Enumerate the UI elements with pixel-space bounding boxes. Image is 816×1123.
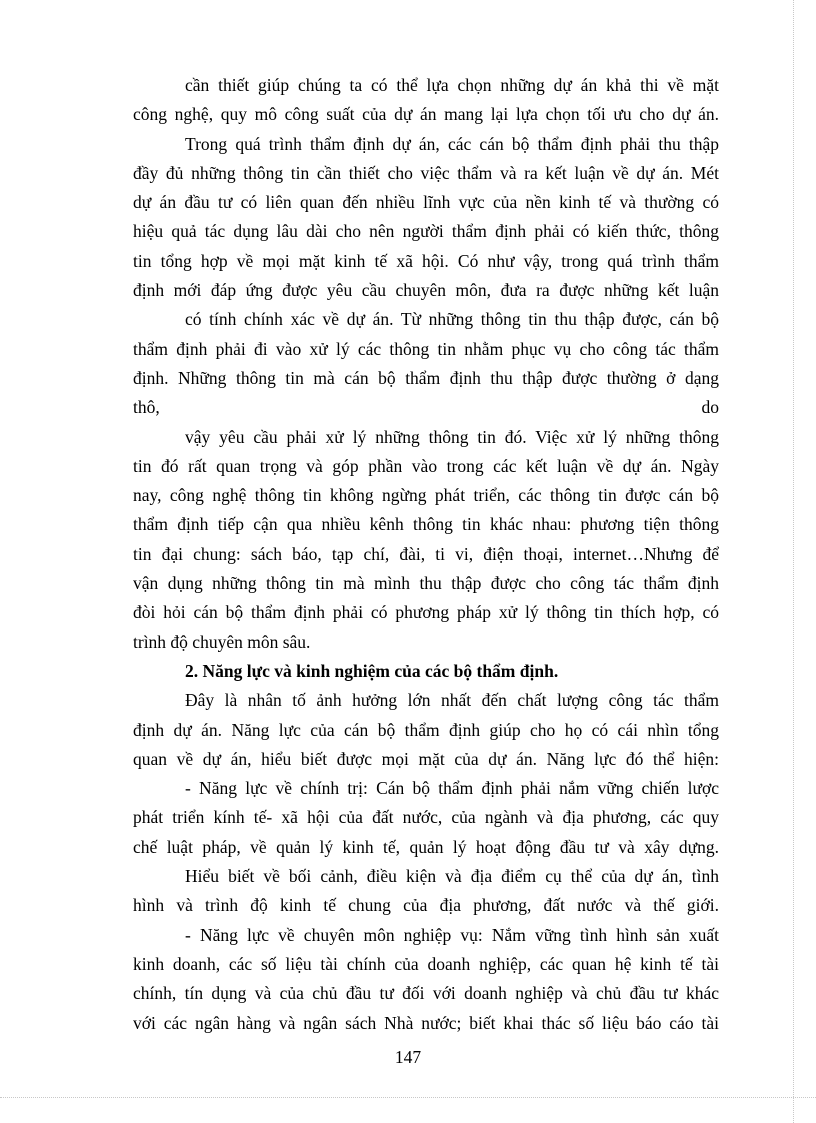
text-line: chế luật pháp, về quản lý kinh tế, quản lý hoạt động đầu tư và xây dựng. <box>133 836 719 857</box>
text-line: kinh doanh, các số liệu tài chính của doanh nghiệp, các quan hệ kinh tế tài <box>133 953 719 974</box>
text-line: nay, công nghệ thông tin không ngừng phát triển, các thông tin được cán bộ <box>133 485 719 506</box>
margin-guide-right <box>793 0 794 1123</box>
text-line: đòi hỏi cán bộ thẩm định phải có phương pháp xử lý thông tin thích hợp, có <box>133 602 719 623</box>
text-line: trình độ chuyên môn sâu. <box>133 631 311 652</box>
text-line: hình và trình độ kinh tế chung của địa phương, đất nước và thế giới. <box>133 895 719 916</box>
text-line: thô, do <box>133 397 719 418</box>
text-line: dự án đầu tư có liên quan đến nhiều lĩnh vực của nền kinh tế và thường có <box>133 192 719 213</box>
text-line: định dự án. Năng lực của cán bộ thẩm định giúp cho họ có cái nhìn tổng <box>133 719 719 740</box>
text-line: thẩm định phải đi vào xử lý các thông tin nhằm phục vụ cho công tác thẩm <box>133 338 719 359</box>
text-line: vận dụng những thông tin mà mình thu thập được cho công tác thẩm định <box>133 573 719 594</box>
document-body <box>133 71 719 1038</box>
text-line: tin tổng hợp về mọi mặt kinh tế xã hội. Có như vậy, trong quá trình thẩm <box>133 250 719 271</box>
section-heading: 2. Năng lực và kinh nghiệm của các bộ thẩm định. <box>185 660 559 681</box>
text-line: - Năng lực về chính trị: Cán bộ thẩm định phải nắm vững chiến lược <box>185 778 719 799</box>
text-line: công nghệ, quy mô công suất của dự án mang lại lựa chọn tối ưu cho dự án. <box>133 104 719 125</box>
text-line: Hiểu biết về bối cảnh, điều kiện và địa điểm cụ thể của dự án, tình <box>185 866 719 887</box>
text-line: phát triển kính tế- xã hội của đất nước, của ngành và địa phương, các quy <box>133 807 719 828</box>
text-line: tin đại chung: sách báo, tạp chí, đài, ti vi, điện thoại, internet…Nhưng để <box>133 543 719 564</box>
text-line: đầy đủ những thông tin cần thiết cho việc thẩm và ra kết luận về dự án. Mét <box>133 162 719 183</box>
text-line: - Năng lực về chuyên môn nghiệp vụ: Nắm vững tình hình sản xuất <box>185 924 719 945</box>
page-number: 147 <box>394 1047 422 1067</box>
text-line: định. Những thông tin mà cán bộ thẩm định thu thập được thường ở dạng <box>133 367 719 388</box>
text-line: định mới đáp ứng được yêu cầu chuyên môn, đưa ra được những kết luận <box>133 280 719 301</box>
margin-guide-bottom <box>0 1097 816 1098</box>
text-line: quan về dự án, hiểu biết được mọi mặt của dự án. Năng lực đó thể hiện: <box>133 748 719 769</box>
text-line: với các ngân hàng và ngân sách Nhà nước; biết khai thác số liệu báo cáo tài <box>133 1012 719 1033</box>
text-line: vậy yêu cầu phải xử lý những thông tin đó. Việc xử lý những thông <box>185 426 719 447</box>
text-line: có tính chính xác về dự án. Từ những thông tin thu thập được, cán bộ <box>185 309 719 330</box>
text-line: Trong quá trình thẩm định dự án, các cán bộ thẩm định phải thu thập <box>185 133 719 154</box>
text-line: chính, tín dụng và của chủ đầu tư đối với doanh nghiệp và chủ đầu tư khác <box>133 983 719 1004</box>
text-line: tin đó rất quan trọng và góp phần vào trong các kết luận về dự án. Ngày <box>133 455 719 476</box>
text-line: thẩm định tiếp cận qua nhiều kênh thông tin khác nhau: phương tiện thông <box>133 514 719 535</box>
text-line: hiệu quả tác dụng lâu dài cho nên người thẩm định phải có kiến thức, thông <box>133 221 719 242</box>
text-line: Đây là nhân tố ảnh hưởng lớn nhất đến chất lượng công tác thẩm <box>185 690 719 711</box>
text-line: cần thiết giúp chúng ta có thể lựa chọn những dự án khả thi về mặt <box>185 75 719 95</box>
